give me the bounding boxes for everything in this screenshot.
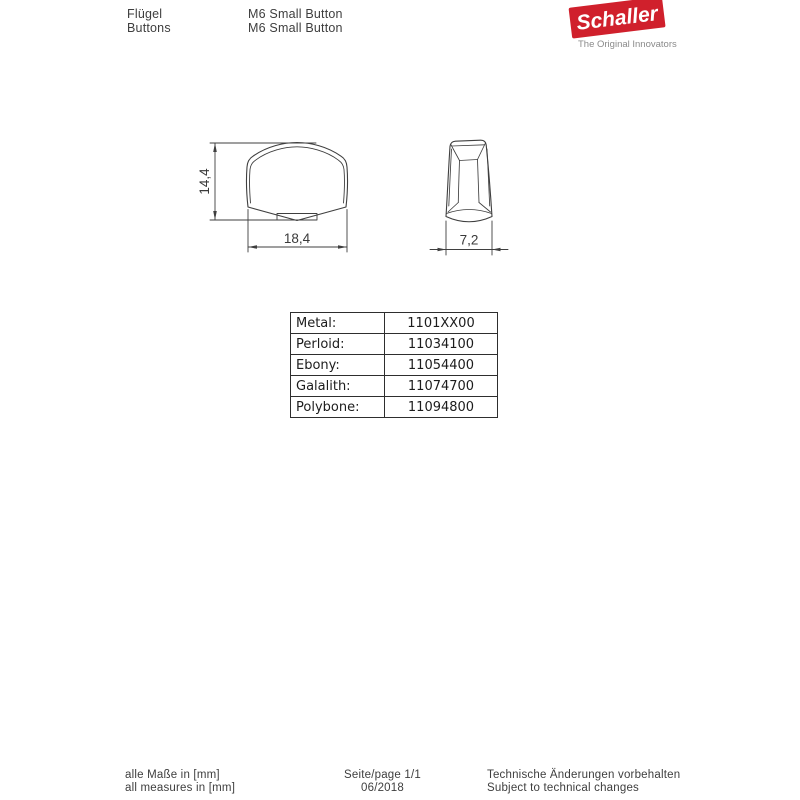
inner-edge-line (478, 160, 480, 203)
arrowhead-up (213, 143, 217, 152)
part-number-value: 11074700 (407, 378, 475, 394)
product-name-de: Flügel (127, 7, 163, 21)
front-view-outline (246, 143, 347, 221)
logo-tagline: The Original Innovators (578, 39, 677, 50)
measures-de: alle Maße in [mm] (125, 769, 220, 781)
page-number: Seite/page 1/1 (344, 769, 421, 781)
table-row (291, 375, 497, 396)
arrowhead-right (338, 245, 347, 249)
footer-measures (125, 769, 235, 794)
front-view-bevel-line (250, 147, 345, 203)
material-label: Galalith: (291, 376, 385, 396)
front-width-label: 18,4 (283, 231, 311, 246)
top-chamfer-line (478, 144, 486, 160)
part-number-value: 11034100 (407, 336, 475, 352)
side-width-dimension (430, 221, 508, 255)
logo-brand-text: Schaller (575, 2, 660, 35)
part-number-value: 11054400 (407, 357, 475, 373)
measures-en: all measures in [mm] (125, 781, 236, 794)
model-name-block (248, 7, 343, 35)
bottom-crown-arc (447, 210, 492, 214)
arrowhead-down (213, 211, 217, 220)
front-height-dimension (197, 143, 316, 220)
technical-drawing (190, 125, 520, 270)
table-row (291, 313, 497, 333)
product-name-block (127, 7, 171, 35)
schaller-logo-graphic (555, 0, 735, 58)
changes-de: Technische Änderungen vorbehalten (487, 769, 681, 781)
front-width-dimension (248, 210, 347, 253)
changes-en: Subject to technical changes (487, 781, 640, 794)
material-label: Perloid: (291, 334, 385, 354)
revision-date: 06/2018 (361, 781, 404, 794)
top-face-line (460, 160, 478, 161)
material-label: Metal: (291, 313, 385, 333)
schaller-logo (555, 0, 735, 58)
arrowhead-right (438, 248, 447, 252)
arrowhead-left (492, 248, 501, 252)
product-name-en: Buttons (127, 21, 171, 35)
model-name-line1: M6 Small Button (248, 7, 343, 21)
arrowhead-left (248, 245, 257, 249)
side-width-label: 7,2 (459, 232, 479, 248)
footer-page-date (305, 769, 460, 794)
top-rim-line (452, 145, 485, 146)
footer-changes-notice (487, 769, 680, 794)
part-number-table (290, 312, 498, 418)
table-row (291, 396, 497, 417)
part-number-value: 11094800 (407, 399, 475, 415)
top-chamfer-line (451, 145, 460, 161)
part-number-value: 1101XX00 (407, 315, 475, 331)
table-row (291, 333, 497, 354)
model-name-line2: M6 Small Button (248, 21, 343, 35)
material-label: Polybone: (291, 397, 385, 417)
front-height-label: 14,4 (197, 168, 212, 195)
table-row (291, 354, 497, 375)
side-view (446, 140, 492, 222)
material-label: Ebony: (291, 355, 385, 375)
inner-edge-line (458, 161, 459, 203)
front-view (246, 143, 347, 221)
